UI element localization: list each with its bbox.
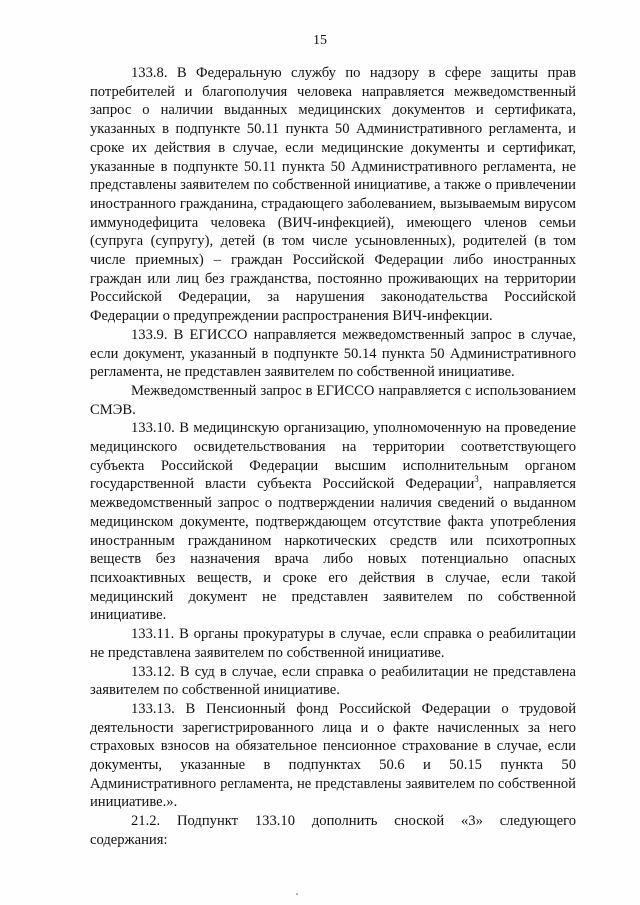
paragraph-133-10-part-2: , направляется межведомственный запрос о подтверждении наличия сведений о выданном медицинском документе, подтверждающем отсутствие факта употребления иностранным гражданином наркотических средств или психотропных веществ без назначения врача либо новых потенциально опасных психоактивных веществ, и сроке его действия в случае, если такой медицинский документ не представлен заявителем по собственной инициативе.	[90, 476, 576, 624]
scan-speck	[296, 893, 298, 895]
paragraph-133-10	[90, 419, 576, 625]
paragraph-smev: Межведомственный запрос в ЕГИССО направляется с использованием СМЭВ.	[90, 382, 576, 418]
paragraph-133-12: 133.12. В суд в случае, если справка о реабилитации не представлена заявителем по собственной инициативе.	[90, 663, 576, 699]
paragraph-133-10-part-1: 133.10. В медицинскую организацию, уполномоченную на проведение медицинского освидетельствования на территории соответствующего субъекта Российской Федерации высшим исполнительным органом государственной власти субъекта Российской Федерации	[90, 420, 576, 493]
footnote-mark: 3	[474, 474, 479, 485]
paragraph-133-9: 133.9. В ЕГИССО направляется межведомственный запрос в случае, если документ, указанный в подпункте 50.14 пункта 50 Административного регламента, не представлен заявителем по собственной инициативе.	[90, 326, 576, 381]
paragraph-133-8: 133.8. В Федеральную службу по надзору в сфере защиты прав потребителей и благополучия человека направляется межведомственный запрос о наличии выданных медицинских документов и сертификата, указанных в подпункте 50.11 пункта 50 Административного регламента, и сроке их действия в случае, если медицинские документы и сертификат, указанные в подпункте 50.11 пункта 50 Административного регламента, не представлены заявителем по собственной инициативе, а также о привлечении иностранного гражданина, страдающего заболеванием, вызываемым вирусом иммунодефицита человека (ВИЧ-инфекцией), имеющего членов семьи (супруга (супругу), детей (в том числе усыновленных), родителей (в том числе приемных) – граждан Российской Федерации либо иностранных граждан или лиц без гражданства, постоянно проживающих на территории Российской Федерации, за нарушения законодательства Российской Федерации о предупреждении распространения ВИЧ-инфекции.	[90, 65, 576, 325]
paragraph-21-2: 21.2. Подпункт 133.10 дополнить сноской «3» следующего содержания:	[90, 813, 576, 848]
paragraph-133-13: 133.13. В Пенсионный фонд Российской Федерации о трудовой деятельности зарегистрированного лица и о факте начисленных за него страховых взносов на обязательное пенсионное страхование в случае, если документы, указанные в подпунктах 50.6 и 50.15 пункта 50 Административного регламента, не представлены заявителем по собственной инициативе.».	[90, 700, 576, 811]
paragraph-133-11: 133.11. В органы прокуратуры в случае, если справка о реабилитации не представлена заявителем по собственной инициативе.	[90, 626, 576, 661]
page-number: 15	[313, 33, 327, 48]
document-body	[90, 64, 576, 850]
